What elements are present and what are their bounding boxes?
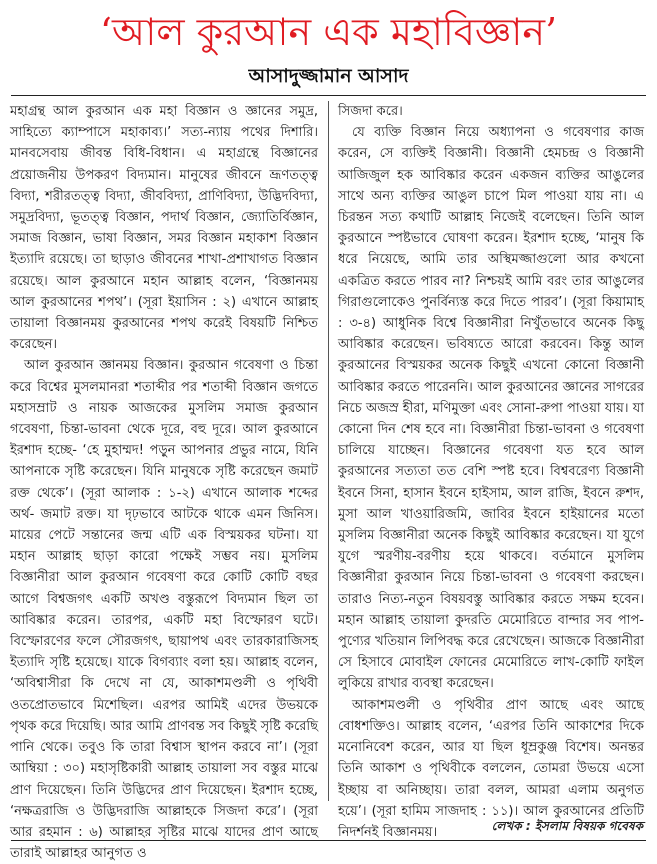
paragraph: সিজদা করে।	[338, 104, 403, 119]
article-author: আসাদুজ্জামান আসাদ	[248, 65, 409, 87]
paragraph: মহাগ্রন্থ আল কুরআন এক মহা বিজ্ঞান ও জ্ঞানের সমুদ্র, সাহিত্যে ক্যাম্পাসে মহাকাব্য।’ সত্য-ন্যায় পথের দিশারি। মানবসেবায় জীবন্ত বিধি-বিধান। এ মহাগ্রন্থে বিজ্ঞানের প্রয়োজনীয় উপকরণ বিদ্যমান। মানুষের জীবনে ভ্রূণতত্ত্ব বিদ্যা, শরীরতত্ত্ব বিদ্যা, জীববিদ্যা, প্রাণিবিদ্যা, উদ্ভিদবিদ্যা, সমুদ্রবিদ্যা, ভূতত্ত্ব বিজ্ঞান, পদার্থ বিজ্ঞান, জ্যোতির্বিজ্ঞান, সমাজ বিজ্ঞান, ভাষা বিজ্ঞান, সমর বিজ্ঞান মহাকাশ বিজ্ঞান ইত্যাদি রয়েছে। তা ছাড়াও জীবনের শাখা-প্রশাখাগত বিজ্ঞান রয়েছে। আল কুরআনে মহান আল্লাহ বলেন, ‘বিজ্ঞানময় আল কুরআনের শপথ’। (সূরা ইয়াসিন : ২) এখানে আল্লাহ তায়ালা বিজ্ঞানময় কুরআনের শপথ করেই বিষয়টি নিশ্চিত করেছেন।	[10, 104, 318, 353]
paragraph: আকাশমণ্ডলী ও পৃথিবীর প্রাণ আছে এবং আছে বোধশক্তিও। আল্লাহ বলেন, ‘এরপর তিনি আকাশের দিকে মনোনিবেশ করেন, আর যা ছিল ধূম্রকুঞ্জ বিশেষ। অনন্তর তিনি আকাশ ও পৃথিবীকে বললেন, তোমরা উভয়ে এসো ইচ্ছায় বা অনিচ্ছায়। তারা বলল, আমরা এলাম অনুগত হয়ে’। (সূরা হামিম সাজদাহ : ১১)। আল কুরআনের প্রতিটি নিদর্শনই বিজ্ঞানময়।	[338, 697, 644, 840]
author-byline: লেখক : ইসলাম বিষয়ক গবেষক	[491, 819, 643, 833]
column-divider	[328, 101, 329, 801]
article-title: ‘আল কুরআন এক মহাবিজ্ঞান’	[99, 10, 558, 54]
paragraph: যে ব্যক্তি বিজ্ঞান নিয়ে অধ্যাপনা ও গবেষণার কাজ করেন, সে ব্যক্তিই বিজ্ঞানী। বিজ্ঞানী হেমচন্দ্র ও বিজ্ঞানী আজিজুল হক আবিষ্কার করেন একজন ব্যক্তির আঙুলের সাথে অন্য ব্যক্তির আঙুল চাপে মিল পাওয়া যায় না। এ চিরন্তন সত্য কথাটি আল্লাহ নিজেই বলেছেন। তিনি আল কুরআনে স্পষ্টভাবে ঘোষণা করেন। ইরশাদ হচ্ছে, ‘মানুষ কি ধরে নিয়েছে, আমি তার অস্থিমজ্জাগুলো আর কখনো একত্রিত করতে পারব না? নিশ্চয়ই আমি বরং তার আঙুলের গিরাগুলোকেও পুনর্বিন্যস্ত করে দিতে পারব’। (সূরা কিয়ামাহ : ৩-৪) আধুনিক বিশ্বে বিজ্ঞানীরা নিখুঁতভাবে অনেক কিছু আবিষ্কার করেছেন। ভবিষ্যতে আরো করবেন। কিন্তু আল কুরআনের বিস্ময়কর অনেক কিছুই এখনো কোনো বিজ্ঞানী আবিষ্কার করতে পারেননি। আল কুরআনের জ্ঞানের সাগরের নিচে অজস্র হীরা, মণিমুক্তা এবং সোনা-রুপা পাওয়া যায়। যা কোনো দিন শেষ হবে না। বিজ্ঞানীরা চিন্তা-ভাবনা ও গবেষণা চালিয়ে যাচ্ছেন। বিজ্ঞানের গবেষণা যত হবে আল কুরআনের সত্যতা তত বেশি স্পষ্ট হবে। বিশ্ববরেণ্য বিজ্ঞানী ইবনে সিনা, হাসান ইবনে হাইসাম, আল রাজি, ইবনে রুশদ, মুসা আল খাওয়ারিজমি, জাবির ইবনে হাইয়ানের মতো মুসলিম বিজ্ঞানীরা অনেক কিছুই আবিষ্কার করেছেন। যা যুগে যুগে স্মরণীয়-বরণীয় হয়ে থাকবে। বর্তমানে মুসলিম বিজ্ঞানীরা কুরআন নিয়ে চিন্তা-ভাবনা ও গবেষণা করছেন। তারাও নিত্য-নতুন বিষয়বস্তু আবিষ্কার করতে সক্ষম হবেন। মহান আল্লাহ তায়ালা কুদরতি মেমোরিতে বান্দার সব পাপ-পুণ্যের খতিয়ান লিপিবদ্ধ করে রেখেছেন। আজকে বিজ্ঞানীরা সে হিসাবে মোবাইল ফোনের মেমোরিতে লাখ-কোটি ফাইল লুকিয়ে রাখার ব্যবস্থা করেছেন।	[338, 125, 644, 692]
left-column	[10, 101, 318, 862]
paragraph: আল কুরআন জ্ঞানময় বিজ্ঞান। কুরআন গবেষণা ও চিন্তা করে বিশ্বের মুসলমানরা শতাব্দীর পর শতাব্দী বিজ্ঞান জগতে মহাসম্রাট ও নায়ক আজকের মুসলিম সমাজ কুরআন গবেষণা, চিন্তা-ভাবনা থেকে দূরে, বহু দূরে। আল কুরআনে ইরশাদ হচ্ছে- ‘হে মুহাম্মদ! পড়ুন আপনার প্রভুর নামে, যিনি আপনাকে সৃষ্টি করেছেন। যিনি মানুষকে সৃষ্টি করেছেন জমাট রক্ত থেকে’। (সূরা আলাক : ১-২) এখানে আলাক শব্দের অর্থ- জমাট রক্ত। যা দৃঢ়ভাবে আটকে থাকে এমন জিনিস। মায়ের পেটে সন্তানের জন্ম এটি এক বিস্ময়কর ঘটনা। যা মহান আল্লাহ ছাড়া কারো পক্ষেই সম্ভব নয়। মুসলিম বিজ্ঞানীরা আল কুরআন গবেষণা করে কোটি কোটি বছর আগে বিশ্বজগৎ একটি অখণ্ড বস্তুরূপে বিদ্যমান ছিল তা আবিষ্কার করেন। তারপর, একটি মহা বিস্ফোরণ ঘটে। বিস্ফোরণের ফলে সৌরজগৎ, ছায়াপথ এবং তারকারাজিসহ ইত্যাদি সৃষ্টি হয়েছে। যাকে বিগব্যাং বলা হয়। আল্লাহ বলেন, ‘অবিশ্বাসীরা কি দেখে না যে, আকাশমণ্ডলী ও পৃথিবী ওতপ্রোতভাবে মিশেছিল। এরপর আমিই এদের উভয়কে পৃথক করে দিয়েছি। আর আমি প্রাণবন্ত সব কিছুই সৃষ্টি করেছি পানি থেকে। তবুও কি তারা বিশ্বাস স্থাপন করবে না’। (সূরা আম্বিয়া : ৩০) মহাসৃষ্টিকারী আল্লাহ তায়ালা সব বস্তুর মাঝে প্রাণ দিয়েছেন। তিনি উদ্ভিদের প্রাণ দিয়েছেন। ইরশাদ হচ্ছে, ‘নক্ষত্ররাজি ও উদ্ভিদরাজি আল্লাহকে সিজদা করে’। (সূরা আর রহমান : ৬) আল্লাহর সৃষ্টির মাঝে যাদের প্রাণ আছে তারাই আল্লাহর আনুগত ও	[10, 358, 318, 862]
bottom-rule	[11, 840, 646, 841]
right-column	[338, 101, 644, 840]
top-rule	[11, 95, 646, 96]
